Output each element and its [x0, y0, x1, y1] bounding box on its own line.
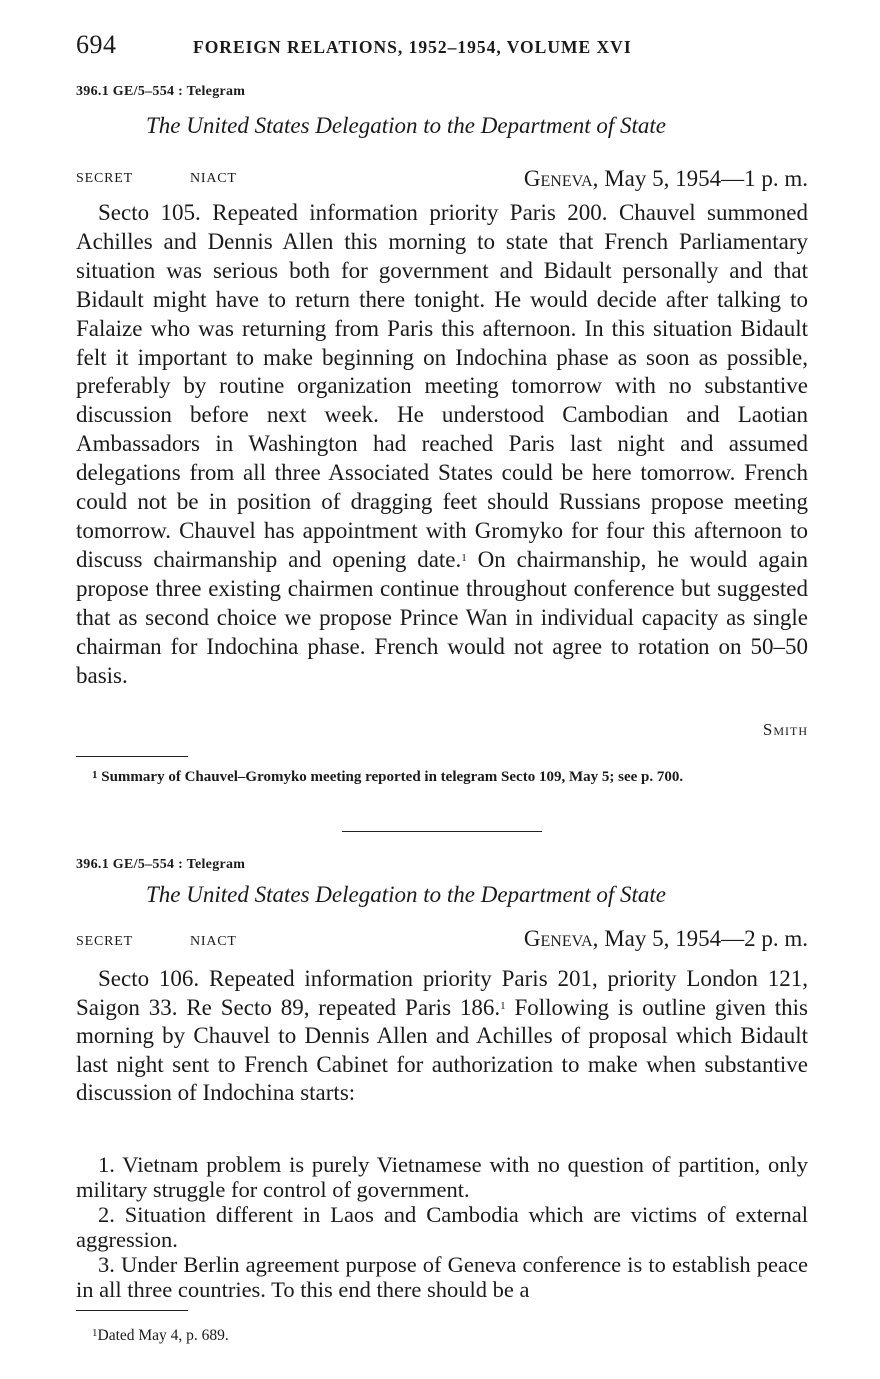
telegram-1-signature: Smith [762, 720, 808, 739]
proposal-item: 2. Situation different in Laos and Cambodia which are victims of external aggression. [76, 1202, 808, 1252]
telegram-2-title: The United States Delegation to the Department of State [146, 882, 666, 907]
telegram-1-body-part-a: Secto 105. Repeated information priority Paris 200. Chauvel summoned Achilles and Dennis Allen this morning to state that French Parliamentary situation was serious both for government and Bidault personally and that Bidault might have to return there tonight. He would decide after talking to Falaize who was returning from Paris this afternoon. In this situation Bidault felt it important to make beginning on Indochina phase as soon as possible, preferably by routine organization meeting tomorrow with no substantive discussion before next week. He understood Cambodian and Laotian Ambassadors in Washington had reached Paris last night and assumed delegations from all three Associated States could be here tomorrow. French could not be in position of dragging feet should Russians propose meeting tomorrow. Chauvel has appointment with Gromyko for four this afternoon to discuss chairmanship and opening date. [76, 200, 808, 572]
section-separator [342, 831, 542, 832]
telegram-2-body-part-a: Secto 106. Repeated information priority Paris 201, priority London 121, Saigon 33. Re Secto 89, repeated Paris 186. [76, 966, 808, 1020]
running-header: FOREIGN RELATIONS, 1952–1954, VOLUME XVI [193, 37, 632, 57]
telegram-2-date-time: May 5, 1954—2 p. m. [604, 926, 808, 951]
telegram-1-precedence: NIACT [190, 171, 237, 186]
telegram-2-footnote-reference: 1 [500, 999, 506, 1012]
telegram-1-footnote-text: Summary of Chauvel–Gromyko meeting reported in telegram Secto 109, May 5; see p. 700. [97, 769, 684, 785]
page-number: 694 [76, 30, 117, 59]
telegram-2-footnote-text: Dated May 4, p. 689. [97, 1327, 229, 1344]
telegram-1-place: Geneva, [523, 166, 599, 191]
proposal-list [76, 1153, 808, 1303]
telegram-2-body-part-b: Following is outline given this morning by Chauvel to Dennis Allen and Achilles of proposal which Bidault last night sent to French Cabinet for authorization to make when substantive discussion of Indochina starts: [76, 994, 808, 1105]
telegram-2-body [76, 965, 808, 1108]
telegram-2-place: Geneva, [523, 926, 599, 951]
telegram-2-precedence: NIACT [190, 934, 237, 949]
telegram-2-dateline [524, 926, 808, 952]
telegram-2-classification: SECRET [76, 934, 133, 949]
telegram-1-footnote-marker: 1 [92, 769, 98, 781]
telegram-2-footnote [76, 1325, 808, 1346]
telegram-1-body-part-b: On chairmanship, he would again propose three existing chairmen continue throughout conference but suggested that as second choice we propose Prince Wan in individual capacity as single chairman for Indochina phase. French would not agree to rotation on 50–50 basis. [76, 546, 808, 688]
footnote-rule-1 [76, 756, 188, 757]
footnote-rule-2 [76, 1310, 188, 1311]
telegram-1-footnote [76, 767, 808, 788]
telegram-2-footnote-marker: 1 [92, 1327, 98, 1339]
telegram-1-body [76, 199, 808, 690]
proposal-item: 1. Vietnam problem is purely Vietnamese with no question of partition, only military struggle for control of government. [76, 1152, 808, 1202]
telegram-1-dateline [524, 166, 808, 192]
proposal-item: 3. Under Berlin agreement purpose of Geneva conference is to establish peace in all three countries. To this end there should be a [76, 1252, 808, 1302]
telegram-2-file-reference: 396.1 GE/5–554 : Telegram [76, 857, 246, 872]
telegram-1-footnote-reference: 1 [461, 551, 467, 564]
telegram-1-date-time: May 5, 1954—1 p. m. [604, 166, 808, 191]
telegram-1-title: The United States Delegation to the Department of State [146, 113, 666, 138]
telegram-1-file-reference: 396.1 GE/5–554 : Telegram [76, 84, 246, 99]
telegram-1-classification: SECRET [76, 171, 133, 186]
